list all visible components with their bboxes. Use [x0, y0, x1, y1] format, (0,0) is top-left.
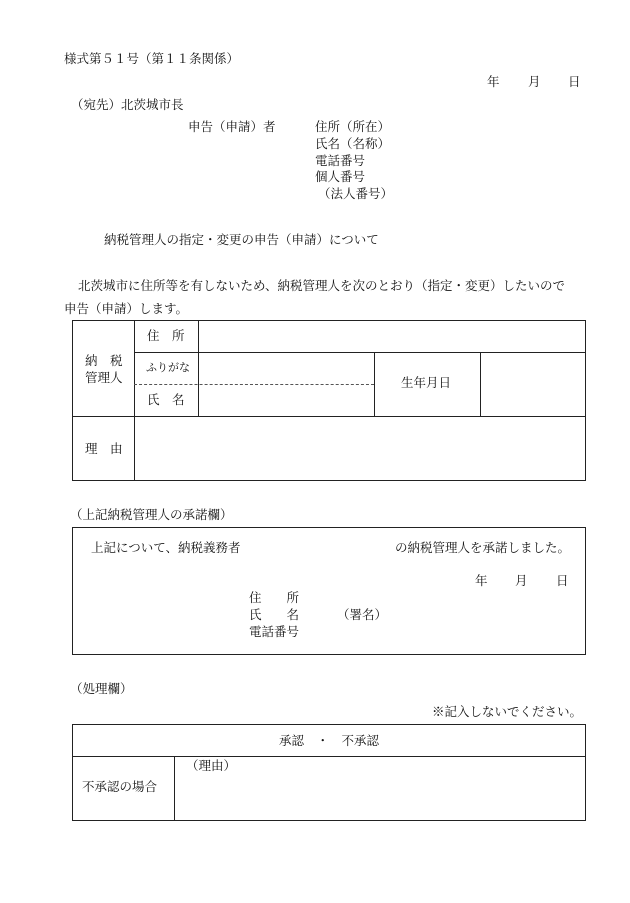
agent-birthdate-label: 生年月日: [401, 375, 452, 390]
consent-name-label: 氏 名: [249, 607, 300, 622]
processing-heading: （処理欄）: [70, 681, 133, 696]
applicant-personal-number-label: 個人番号: [315, 169, 366, 184]
applicant-name-label: 氏名（名称）: [315, 136, 391, 151]
consent-month-label: 月: [515, 573, 528, 588]
agent-name-label: 氏 名: [147, 392, 185, 407]
tax-agent-label-line1: 納 税: [85, 353, 123, 368]
addressee: （宛先）北茨城市長: [71, 97, 184, 112]
tax-agent-label-line2: 管理人: [85, 370, 123, 385]
consent-heading: （上記納税管理人の承諾欄）: [70, 507, 233, 522]
approval-status-label: 承認 ・ 不承認: [278, 733, 379, 748]
body-text-line1: 北茨城市に住所等を有しないため、納税管理人を次のとおり（指定・変更）したいので: [78, 278, 566, 293]
consent-text-left: 上記について、納税義務者: [91, 540, 241, 555]
reason-label: 理 由: [85, 441, 123, 456]
date-year-label: 年: [487, 74, 500, 89]
consent-text-right: の納税管理人を承諾しました。: [395, 540, 571, 555]
disapproval-case-label: 不承認の場合: [82, 779, 158, 794]
date-day-label: 日: [568, 74, 581, 89]
consent-signature-label: （署名）: [337, 607, 388, 622]
form-number: 様式第５１号（第１１条関係）: [64, 51, 240, 66]
applicant-phone-label: 電話番号: [315, 153, 366, 168]
consent-address-label: 住 所: [249, 590, 300, 605]
consent-phone-label: 電話番号: [249, 624, 300, 639]
processing-note: ※記入しないでください。: [432, 704, 583, 719]
agent-address-label: 住 所: [147, 328, 185, 343]
consent-day-label: 日: [556, 573, 569, 588]
body-text-line2: 申告（申請）します。: [64, 301, 189, 316]
agent-furigana-label: ふりがな: [146, 361, 190, 374]
disapproval-reason-label: （理由）: [186, 758, 237, 773]
applicant-label: 申告（申請）者: [188, 119, 276, 134]
consent-year-label: 年: [475, 573, 488, 588]
document-title: 納税管理人の指定・変更の申告（申請）について: [104, 232, 379, 247]
applicant-address-label: 住所（所在）: [315, 119, 391, 134]
date-month-label: 月: [528, 74, 541, 89]
applicant-corporate-number-label: （法人番号）: [318, 186, 394, 201]
